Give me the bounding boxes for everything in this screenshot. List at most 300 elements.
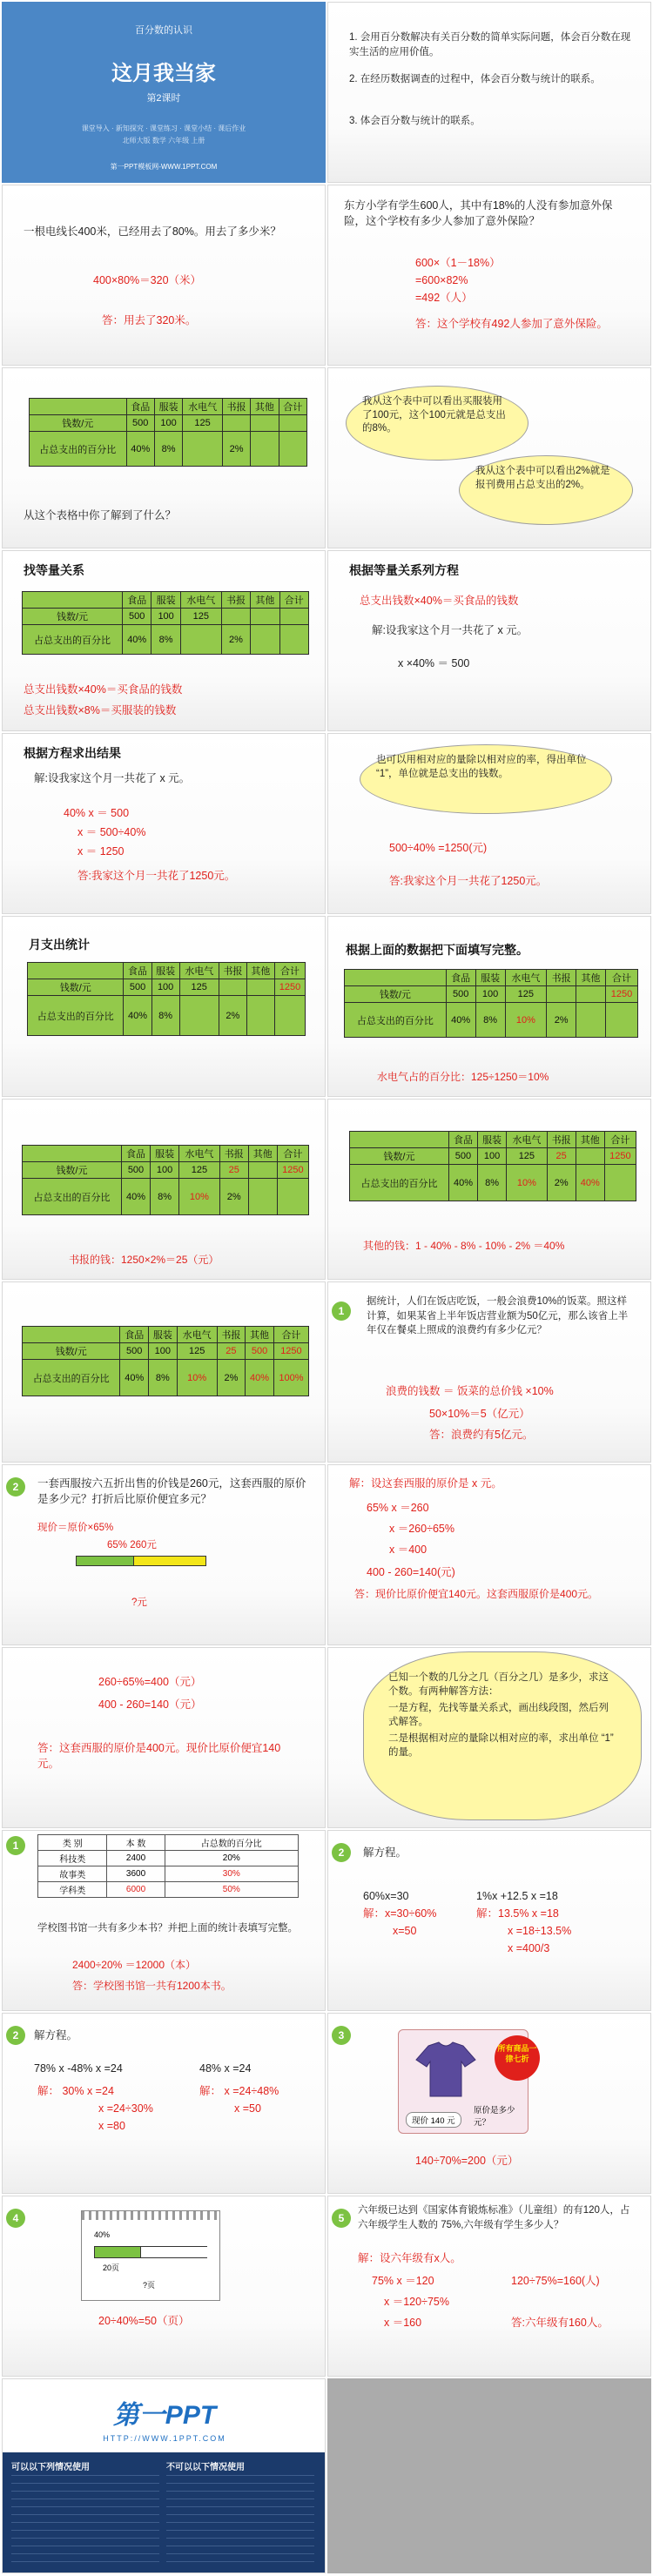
eq-a-1: 78% x -48% x =24 bbox=[34, 2062, 123, 2075]
calc-line: 20÷40%=50（页） bbox=[98, 2315, 190, 2327]
slide-insurance[interactable] bbox=[327, 185, 651, 366]
budget-table bbox=[344, 969, 638, 1038]
table-header: 水电气 bbox=[180, 592, 221, 609]
summary-bubble bbox=[363, 1651, 642, 1820]
table-cell: 500 bbox=[448, 1148, 477, 1165]
summary-method-2: 二是根据相对应的量除以相对应的率，求出单位 “1” 的量。 bbox=[388, 1733, 614, 1758]
solve-line-4: 400 - 260=140(元) bbox=[367, 1566, 455, 1578]
setup-line: 解：设六年级有x人。 bbox=[358, 2252, 461, 2264]
table-cell: 40% bbox=[126, 432, 154, 467]
slide-fill-books[interactable] bbox=[2, 1099, 326, 1280]
table-header: 水电气 bbox=[177, 1327, 217, 1343]
table-cell bbox=[279, 625, 308, 655]
credits-fine-print-2 bbox=[166, 2475, 314, 2566]
slide-heading: 根据等量关系列方程 bbox=[349, 563, 459, 577]
table-header: 合计 bbox=[604, 1132, 636, 1148]
slide-exercise-2[interactable] bbox=[2, 1464, 326, 1645]
calc-line-3: =492（人） bbox=[415, 292, 473, 304]
unknown-label: ?元 bbox=[131, 1597, 147, 1608]
table-cell: 40% bbox=[120, 1360, 149, 1396]
eq-b-3: x =18÷13.5% bbox=[508, 1925, 572, 1937]
table-header: 服装 bbox=[475, 970, 505, 986]
calc-line-1: 浪费的钱数 ＝ 饭菜的总价钱 ×10% bbox=[386, 1385, 554, 1397]
solve-line-2: x ＝ 500÷40% bbox=[77, 826, 146, 838]
speech-bubble: 也可以用相对应的量除以相对应的率，得出单位 “1”，单位就是总支出的钱数。 bbox=[360, 744, 612, 814]
table-header bbox=[23, 592, 123, 609]
calc-line: 2400÷20% ＝12000（本） bbox=[72, 1959, 197, 1971]
table-cell: 25 bbox=[219, 1162, 248, 1179]
table-cell: 8% bbox=[151, 996, 179, 1036]
table-cell: 2% bbox=[547, 1003, 576, 1038]
eq-a-3: x =24÷30% bbox=[98, 2102, 153, 2115]
table-cell: 125 bbox=[177, 1343, 217, 1360]
table-header: 书报 bbox=[217, 1327, 246, 1343]
table-header: 水电气 bbox=[179, 963, 219, 979]
slide-exercise-equations-2[interactable] bbox=[2, 2013, 326, 2194]
row-label: 钱数/元 bbox=[23, 1162, 122, 1179]
exercise-number: 5 bbox=[332, 2209, 351, 2228]
relation-2: 总支出钱数×8%＝买服装的钱数 bbox=[24, 704, 177, 716]
table-header: 食品 bbox=[448, 1132, 477, 1148]
row-label: 钱数/元 bbox=[23, 609, 123, 625]
speech-bubble-2: 我从这个表中可以看出2%就是报刊费用占总支出的2%。 bbox=[459, 455, 633, 525]
setup-line: 解:设我家这个月一共花了 x 元。 bbox=[372, 624, 528, 636]
table-cell: 100 bbox=[151, 609, 180, 625]
table-cell bbox=[219, 979, 246, 996]
slide-exercise-clothes[interactable] bbox=[327, 2013, 651, 2194]
table-cell bbox=[279, 609, 308, 625]
table-header: 书报 bbox=[547, 970, 576, 986]
solve-line-2: x ＝260÷65% bbox=[389, 1523, 454, 1535]
calc-line: 500÷40% =1250(元) bbox=[389, 842, 488, 854]
eq-b-3: x =50 bbox=[234, 2102, 261, 2115]
bar-label: 65% 260元 bbox=[107, 1540, 157, 1550]
exercise-number: 1 bbox=[332, 1301, 351, 1321]
row-label: 占总支出的百分比 bbox=[23, 625, 123, 655]
table-header: 本 数 bbox=[107, 1835, 165, 1851]
table-cell: 10% bbox=[179, 1179, 220, 1215]
setup-line: 解:设我家这个月一共花了 x 元。 bbox=[34, 772, 191, 784]
table-header: 书报 bbox=[219, 1146, 248, 1162]
eq-a-1: 60%x=30 bbox=[363, 1890, 409, 1902]
table-cell: 500 bbox=[124, 979, 151, 996]
slide-equation[interactable] bbox=[327, 550, 651, 731]
table-header: 合计 bbox=[279, 592, 308, 609]
table-cell: 10% bbox=[507, 1165, 548, 1201]
answer-text: 答:我家这个月一共花了1250元。 bbox=[389, 875, 548, 887]
table-cell: 25 bbox=[217, 1343, 246, 1360]
bar-label: 40% bbox=[94, 2230, 111, 2239]
table-header bbox=[30, 399, 127, 415]
table-cell bbox=[279, 432, 306, 467]
pages-bar bbox=[94, 2246, 207, 2258]
table-header: 食品 bbox=[123, 592, 151, 609]
solve-line-3: x ＝ 1250 bbox=[77, 845, 125, 858]
solve-line-1: 40% x ＝ 500 bbox=[64, 807, 130, 819]
table-header: 食品 bbox=[124, 963, 151, 979]
slide-objectives[interactable] bbox=[327, 2, 651, 183]
table-cell: 3600 bbox=[107, 1866, 165, 1882]
calc-line: 140÷70%=200（元） bbox=[415, 2155, 519, 2167]
table-cell: 1250 bbox=[274, 979, 305, 996]
slide-relations[interactable] bbox=[2, 550, 326, 731]
price-bar-saved bbox=[133, 1556, 206, 1566]
eq-b-2: 解： x =24÷48% bbox=[199, 2085, 279, 2097]
table-header: 书报 bbox=[221, 592, 250, 609]
table-header: 其他 bbox=[246, 963, 274, 979]
table-header: 合计 bbox=[274, 963, 305, 979]
brand-logo: 第一PPT bbox=[112, 2401, 217, 2430]
table-cell: 10% bbox=[177, 1360, 217, 1396]
row-label: 占总支出的百分比 bbox=[30, 432, 127, 467]
table-cell: 30% bbox=[165, 1866, 298, 1882]
table-cell: 2% bbox=[547, 1165, 576, 1201]
answer-text: 答：这套西服的原价是400元。现价比原价便宜140元。 bbox=[37, 1742, 281, 1771]
slide-ratio-method[interactable] bbox=[327, 733, 651, 914]
table-cell bbox=[605, 1003, 637, 1038]
summary-text: 已知一个数的几分之几（百分之几）是多少，求这个数。有两种解答方法： bbox=[388, 1672, 609, 1697]
table-cell: 125 bbox=[183, 415, 223, 432]
title-kicker: 百分数的认识 bbox=[135, 25, 192, 36]
table-cell bbox=[221, 609, 250, 625]
slide-exercise-library[interactable] bbox=[2, 1830, 326, 2011]
table-header: 其他 bbox=[251, 592, 279, 609]
relation-1: 总支出钱数×40%＝买食品的钱数 bbox=[24, 683, 183, 696]
table-header: 服装 bbox=[154, 399, 182, 415]
table-cell: 100 bbox=[154, 415, 182, 432]
eq-a-3: x=50 bbox=[393, 1925, 417, 1937]
alt-calc-line: 120÷75%=160(人) bbox=[511, 2275, 600, 2287]
table-header: 合计 bbox=[273, 1327, 308, 1343]
table-cell: 2% bbox=[219, 1179, 248, 1215]
exercise-number: 4 bbox=[6, 2209, 25, 2228]
table-cell: 500 bbox=[126, 415, 154, 432]
table-cell bbox=[547, 986, 576, 1003]
table-header: 书报 bbox=[222, 399, 250, 415]
table-header: 其他 bbox=[576, 970, 606, 986]
calc-line-2: 50×10%＝5（亿元） bbox=[429, 1408, 530, 1420]
table-cell: 50% bbox=[165, 1882, 298, 1898]
book-picture bbox=[81, 2210, 220, 2301]
title-subtitle: 第2课时 bbox=[146, 93, 181, 104]
table-header: 水电气 bbox=[505, 970, 547, 986]
table-cell: 故事类 bbox=[38, 1866, 107, 1882]
question-text: 六年级已达到《国家体育锻炼标准》（儿童组）的有120人，占六年级学生人数的 75%,六年级有学生多少人？ bbox=[358, 2205, 630, 2230]
objective-2: 2. 在经历数据调查的过程中，体会百分数与统计的联系。 bbox=[349, 74, 601, 84]
table-header bbox=[23, 1327, 120, 1343]
page-title: 这月我当家 bbox=[111, 62, 216, 85]
shirt-icon bbox=[411, 2039, 481, 2100]
title-meta-2: 北师大版 数学 六年级 上册 bbox=[122, 137, 205, 145]
question-text: 东方小学有学生600人，其中有18%的人没有参加意外保险，这个学校有多少人参加了意外保险？ bbox=[344, 199, 613, 228]
brand-url: HTTP://WWW.1PPT.COM bbox=[103, 2434, 226, 2443]
table-header: 水电气 bbox=[179, 1146, 220, 1162]
slide-wire[interactable] bbox=[2, 185, 326, 366]
table-header: 服装 bbox=[151, 592, 180, 609]
table-cell: 8% bbox=[149, 1360, 178, 1396]
discount-sticker: 所有商品一律七折 bbox=[495, 2035, 540, 2081]
table-cell: 500 bbox=[121, 1162, 150, 1179]
table-cell: 40% bbox=[576, 1165, 604, 1201]
row-label: 占总支出的百分比 bbox=[28, 996, 124, 1036]
budget-table bbox=[27, 962, 306, 1036]
table-cell bbox=[246, 979, 274, 996]
table-cell bbox=[576, 1148, 604, 1165]
table-cell: 8% bbox=[151, 1179, 179, 1215]
eq-b-4: x =400/3 bbox=[508, 1942, 550, 1954]
question-text: 一套西服按六五折出售的价钱是260元，这套西服的原价是多少元？打折后比原价便宜多元？ bbox=[37, 1477, 306, 1506]
table-cell: 1250 bbox=[277, 1162, 308, 1179]
table-cell: 100 bbox=[151, 979, 179, 996]
table-cell bbox=[274, 996, 305, 1036]
table-cell bbox=[251, 415, 279, 432]
slide-heading: 月支出统计 bbox=[29, 938, 90, 952]
slide-heading: 解方程。 bbox=[363, 1846, 407, 1859]
table-header: 服装 bbox=[151, 963, 179, 979]
table-header: 食品 bbox=[126, 399, 154, 415]
library-table bbox=[37, 1834, 299, 1898]
budget-table bbox=[22, 1326, 309, 1396]
table-cell: 8% bbox=[475, 1003, 505, 1038]
table-header: 其他 bbox=[576, 1132, 604, 1148]
calc-line: 书报的钱：1250×2%＝25（元） bbox=[69, 1254, 219, 1266]
answer-text: 答：现价比原价便宜140元。这套西服原价是400元。 bbox=[354, 1588, 599, 1600]
table-cell: 2% bbox=[219, 996, 246, 1036]
solve-line-2: x ＝120÷75% bbox=[384, 2296, 449, 2308]
eq-b-2: 解：13.5% x =18 bbox=[476, 1907, 559, 1920]
table-header bbox=[28, 963, 124, 979]
slide-bubbles[interactable] bbox=[327, 367, 651, 548]
table-header: 占总数的百分比 bbox=[165, 1835, 298, 1851]
eq-b-1: 48% x =24 bbox=[199, 2062, 252, 2075]
table-cell: 25 bbox=[547, 1148, 576, 1165]
question-text: 一根电线长400米，已经用去了80%。用去了多少米？ bbox=[24, 225, 281, 238]
row-label: 占总支出的百分比 bbox=[345, 1003, 447, 1038]
table-cell: 20% bbox=[165, 1851, 298, 1866]
table-header: 类 别 bbox=[38, 1835, 107, 1851]
calc-line: 400×80%＝320（米） bbox=[93, 274, 202, 286]
slide-title[interactable] bbox=[2, 2, 326, 183]
table-cell: 125 bbox=[179, 979, 219, 996]
table-cell: 500 bbox=[446, 986, 475, 1003]
solve-line-3: x ＝400 bbox=[389, 1544, 427, 1556]
slide-table-intro[interactable] bbox=[2, 367, 326, 548]
table-cell bbox=[279, 415, 306, 432]
table-cell: 125 bbox=[180, 609, 221, 625]
slide-heading: 根据上面的数据把下面填写完整。 bbox=[346, 943, 528, 957]
slide-solve[interactable] bbox=[2, 733, 326, 914]
table-header bbox=[350, 1132, 449, 1148]
equation-line: x ×40% ＝ 500 bbox=[398, 657, 470, 669]
table-cell bbox=[604, 1165, 636, 1201]
exercise-number: 3 bbox=[332, 2026, 351, 2045]
slide-heading: 解方程。 bbox=[34, 2029, 78, 2041]
table-header: 合计 bbox=[277, 1146, 308, 1162]
table-header: 食品 bbox=[121, 1146, 150, 1162]
spiral-binding bbox=[82, 2211, 219, 2220]
table-cell: 2% bbox=[222, 432, 250, 467]
table-cell: 40% bbox=[246, 1360, 274, 1396]
table-cell: 8% bbox=[154, 432, 182, 467]
table-cell bbox=[248, 1162, 277, 1179]
table-cell bbox=[251, 625, 279, 655]
exercise-number: 2 bbox=[6, 1477, 25, 1497]
table-header: 书报 bbox=[547, 1132, 576, 1148]
slide-exercise-pe[interactable] bbox=[327, 2196, 651, 2377]
slide-exercise-equations-1[interactable] bbox=[327, 1830, 651, 2011]
row-label: 占总支出的百分比 bbox=[350, 1165, 449, 1201]
calc-line-1: 260÷65%=400（元） bbox=[98, 1676, 202, 1688]
answer-text: 答：用去了320米。 bbox=[102, 314, 197, 326]
unknown-label: ?页 bbox=[143, 2281, 156, 2290]
table-header: 服装 bbox=[149, 1327, 178, 1343]
table-cell bbox=[251, 432, 279, 467]
table-cell: 2% bbox=[217, 1360, 246, 1396]
table-header: 食品 bbox=[120, 1327, 149, 1343]
solve-line-1: 75% x ＝120 bbox=[372, 2275, 434, 2287]
table-cell: 40% bbox=[448, 1165, 477, 1201]
slide-fill-other[interactable] bbox=[327, 1099, 651, 1280]
eq-a-2: 解：x=30÷60% bbox=[363, 1907, 437, 1920]
table-cell: 100 bbox=[149, 1343, 178, 1360]
credits-col-1-title: 可以以下列情况使用 bbox=[11, 2463, 90, 2472]
pages-bar-rest bbox=[140, 2247, 208, 2257]
table-header: 合计 bbox=[605, 970, 637, 986]
clothes-picture bbox=[398, 2029, 537, 2134]
slide-exercise-book[interactable] bbox=[2, 2196, 326, 2377]
calc-line-2: 400 - 260=140（元） bbox=[98, 1698, 202, 1711]
table-cell bbox=[277, 1179, 308, 1215]
row-label: 钱数/元 bbox=[28, 979, 124, 996]
setup-line: 解：设这套西服的原价是 x 元。 bbox=[349, 1477, 502, 1490]
question-text: 据统计，人们在饭店吃饭，一般会浪费10%的饭菜。照这样计算，如果某省上半年饭店营业额为50亿元，那么该省上半年仅在餐桌上照成的浪费约有多少亿元？ bbox=[367, 1296, 629, 1336]
table-cell: 40% bbox=[124, 996, 151, 1036]
eq-a-4: x =80 bbox=[98, 2120, 125, 2132]
credits-panel bbox=[3, 2452, 326, 2573]
row-label: 钱数/元 bbox=[350, 1148, 449, 1165]
exercise-number: 2 bbox=[332, 1843, 351, 1862]
table-cell: 500 bbox=[120, 1343, 149, 1360]
answer-text: 答：浪费约有5亿元。 bbox=[429, 1429, 534, 1441]
answer-text: 答：学校图书馆一共有1200本书。 bbox=[72, 1980, 232, 1992]
title-footer: 第一PPT模板网-WWW.1PPT.COM bbox=[110, 163, 218, 171]
eq-b-1: 1%x +12.5 x =18 bbox=[476, 1890, 558, 1902]
table-cell: 8% bbox=[151, 625, 180, 655]
table-cell: 100 bbox=[478, 1148, 507, 1165]
slide-monthly-stats[interactable] bbox=[2, 916, 326, 1097]
eq-a-2: 解： 30% x =24 bbox=[37, 2085, 114, 2097]
calc-line: 其他的钱：1 - 40% - 8% - 10% - 2% ＝40% bbox=[363, 1240, 565, 1252]
question-text: 学校图书馆一共有多少本书？并把上面的统计表填写完整。 bbox=[37, 1923, 298, 1934]
table-header: 合计 bbox=[279, 399, 306, 415]
table-cell: 1250 bbox=[605, 986, 637, 1003]
table-cell: 40% bbox=[121, 1179, 150, 1215]
calc-line: 水电气占的百分比：125÷1250＝10% bbox=[377, 1071, 549, 1083]
slide-table-complete[interactable] bbox=[2, 1281, 326, 1463]
table-cell: 100 bbox=[475, 986, 505, 1003]
solve-line-1: 65% x ＝260 bbox=[367, 1502, 429, 1514]
speech-bubble-1: 我从这个表中可以看出买服装用了100元，这个100元就是总支出的8%。 bbox=[346, 386, 528, 461]
row-label: 钱数/元 bbox=[30, 415, 127, 432]
table-header: 水电气 bbox=[507, 1132, 548, 1148]
credits-col-2-title: 不可以以下情况使用 bbox=[166, 2463, 245, 2472]
table-cell: 8% bbox=[478, 1165, 507, 1201]
calc-line-2: =600×82% bbox=[415, 274, 468, 286]
budget-table bbox=[349, 1131, 636, 1201]
relation-label: 现价＝原价×65% bbox=[37, 1523, 114, 1533]
table-cell: 2400 bbox=[107, 1851, 165, 1866]
budget-table bbox=[22, 591, 309, 655]
table-cell bbox=[222, 415, 250, 432]
table-header bbox=[23, 1146, 122, 1162]
relation-1: 总支出钱数×40%＝买食品的钱数 bbox=[360, 595, 519, 607]
table-cell: 40% bbox=[123, 625, 151, 655]
question-text: 原价是多少元？ bbox=[474, 2106, 515, 2128]
slide-credits[interactable] bbox=[2, 2378, 326, 2573]
table-header: 其他 bbox=[251, 399, 279, 415]
exercise-number: 1 bbox=[6, 1836, 25, 1855]
slide-exercise-2-alt[interactable] bbox=[2, 1647, 326, 1828]
table-cell: 1250 bbox=[604, 1148, 636, 1165]
pages-count: 20页 bbox=[103, 2263, 120, 2272]
table-cell: 125 bbox=[507, 1148, 548, 1165]
solve-line-3: x ＝160 bbox=[384, 2317, 422, 2329]
slide-exercise-2-solution[interactable] bbox=[327, 1464, 651, 1645]
budget-table bbox=[29, 398, 307, 467]
table-cell bbox=[248, 1179, 277, 1215]
row-label: 占总支出的百分比 bbox=[23, 1360, 120, 1396]
answer-text: 答:六年级有160人。 bbox=[511, 2317, 609, 2329]
table-header: 其他 bbox=[246, 1327, 274, 1343]
table-cell: 500 bbox=[123, 609, 151, 625]
question-text: 从这个表格中你了解到了什么？ bbox=[24, 509, 177, 521]
blank-cell bbox=[327, 2378, 651, 2573]
table-cell bbox=[576, 1003, 606, 1038]
table-cell bbox=[180, 625, 221, 655]
answer-text: 答:我家这个月一共花了1250元。 bbox=[77, 870, 236, 882]
table-header: 食品 bbox=[446, 970, 475, 986]
table-header: 水电气 bbox=[183, 399, 223, 415]
table-cell bbox=[576, 986, 606, 1003]
table-header: 其他 bbox=[248, 1146, 277, 1162]
calc-line-1: 600×（1－18%） bbox=[415, 257, 501, 269]
table-cell: 10% bbox=[505, 1003, 547, 1038]
table-cell: 100% bbox=[273, 1360, 308, 1396]
answer-text: 答：这个学校有492人参加了意外保险。 bbox=[415, 318, 608, 330]
table-cell: 学科类 bbox=[38, 1882, 107, 1898]
exercise-number: 2 bbox=[6, 2026, 25, 2045]
table-cell: 100 bbox=[151, 1162, 179, 1179]
credits-fine-print-1 bbox=[11, 2475, 159, 2566]
price-tag: 现价 140 元 bbox=[406, 2112, 461, 2128]
slide-exercise-1[interactable] bbox=[327, 1281, 651, 1463]
objective-3: 3. 体会百分数与统计的联系。 bbox=[349, 116, 481, 126]
table-cell: 科技类 bbox=[38, 1851, 107, 1866]
table-cell: 40% bbox=[446, 1003, 475, 1038]
budget-table bbox=[22, 1145, 309, 1215]
row-label: 钱数/元 bbox=[23, 1343, 120, 1360]
table-cell bbox=[246, 996, 274, 1036]
slide-heading: 根据方程求出结果 bbox=[24, 746, 121, 760]
table-cell: 125 bbox=[505, 986, 547, 1003]
table-cell bbox=[179, 996, 219, 1036]
slide-summary[interactable] bbox=[327, 1647, 651, 1828]
title-meta-1: 课堂导入 · 新知探究 · 课堂练习 · 课堂小结 · 课后作业 bbox=[81, 124, 246, 132]
slide-fill-water[interactable] bbox=[327, 916, 651, 1097]
row-label: 占总支出的百分比 bbox=[23, 1179, 122, 1215]
table-header: 服装 bbox=[151, 1146, 179, 1162]
table-cell bbox=[251, 609, 279, 625]
